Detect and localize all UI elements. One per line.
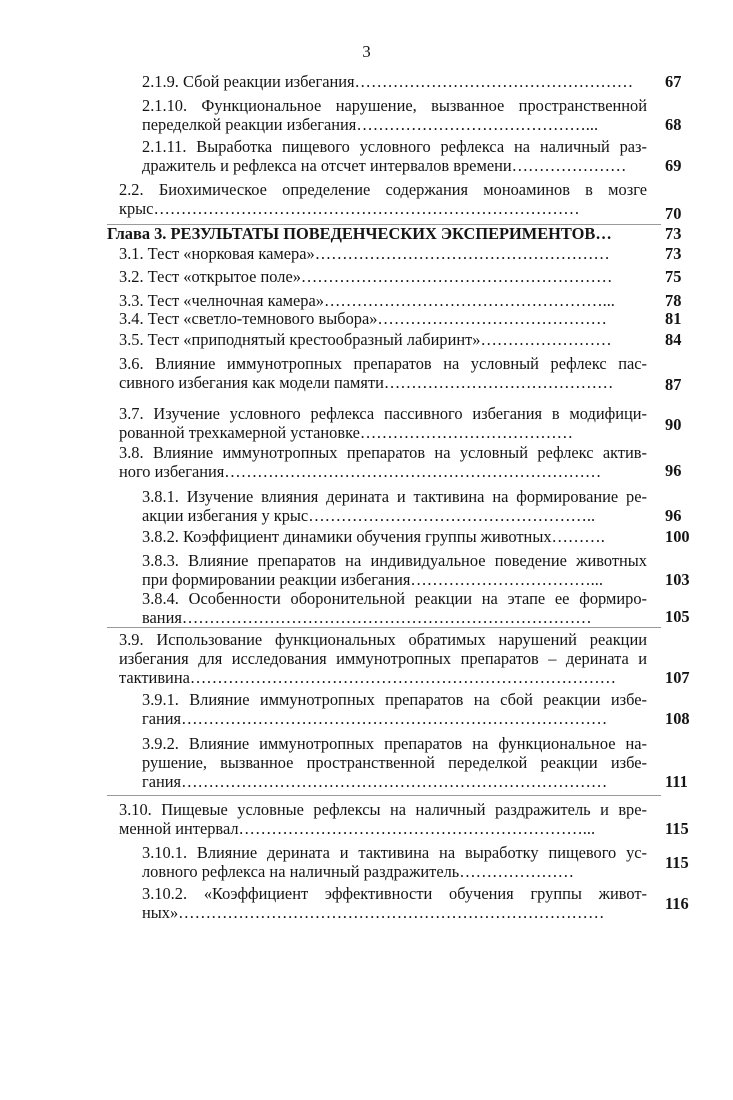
toc-entry-text: дражитель и рефлекса на отсчет интервалов времени………………… [142,156,627,175]
toc-entry [119,630,647,687]
toc-entry-text: переделкой реакции избегания……………………………………... [142,115,599,134]
toc-page-number: 87 [665,375,682,394]
toc-entry-text: тактивина…………………………………………………………………… [119,668,617,687]
toc-entry-text: 3.5. Тест «приподнятый крестообразный лабиринт»…………………… [119,330,612,349]
toc-entry-text: 3.1. Тест «норковая камера»……………………………………………… [119,244,610,263]
toc-entry [119,244,647,263]
toc-entry-text: избегания для исследования иммунотропных препаратов – дерината и [119,649,647,668]
toc-entry-text: Глава 3. РЕЗУЛЬТАТЫ ПОВЕДЕНЧЕСКИХ ЭКСПЕРИМЕНТОВ… [107,224,612,243]
toc-entry-text: крыс…………………………………………………………………… [119,199,580,218]
toc-page-number: 68 [665,115,682,134]
toc-entry [142,96,647,134]
toc-entry-text: ного избегания…………………………………………………………… [119,462,602,481]
toc-entry [142,137,647,175]
toc-entry-text: гания…………………………………………………………………… [142,709,608,728]
toc-entry-text: 3.9.1. Влияние иммунотропных препаратов на сбой реакции избе- [142,690,647,709]
toc-entry [119,330,647,349]
toc-page-number: 100 [665,527,690,546]
toc-page-number: 69 [665,156,682,175]
toc-entry-text: 3.8.1. Изучение влияния дерината и тактивина на формирование ре- [142,487,647,506]
toc-entry [142,734,647,791]
toc-entry-text: 3.7. Изучение условного рефлекса пассивного избегания в модифици- [119,404,647,423]
toc-entry-text: 2.2. Биохимическое определение содержания моноаминов в мозге [119,180,647,199]
toc-page-number: 70 [665,204,682,223]
toc-page-number: 115 [665,853,689,872]
toc-entry [119,354,647,392]
toc-entry [119,291,647,310]
toc-entry-text: вания………………………………………………………………… [142,608,592,627]
toc-entry [142,551,647,589]
toc-entry-text: 3.10.2. «Коэффициент эффективности обучения группы живот- [142,884,647,903]
toc-page-number: 111 [665,772,688,791]
toc-entry [142,884,647,922]
toc-entry-text: 3.4. Тест «светло-темнового выбора»…………………………………… [119,309,607,328]
toc-entry-text: акции избегания у крыс…………………………………………….. [142,506,596,525]
toc-page-number: 78 [665,291,682,310]
toc-entry-text: гания…………………………………………………………………… [142,772,608,791]
toc-page-number: 73 [665,224,682,243]
chapter-heading [107,224,655,243]
toc-entry-text: 3.8.4. Особенности оборонительной реакции на этапе ее формиро- [142,589,647,608]
toc-entry [119,404,647,442]
toc-entry-text: 2.1.10. Функциональное нарушение, вызванное пространственной [142,96,647,115]
toc-entry-text: 3.8.3. Влияние препаратов на индивидуальное поведение животных [142,551,647,570]
toc-entry-text: 3.10.1. Влияние дерината и тактивина на выработку пищевого ус- [142,843,647,862]
toc-page-number: 96 [665,461,682,480]
toc-page-number: 75 [665,267,682,286]
toc-page-number: 105 [665,607,690,626]
toc-page-number: 108 [665,709,690,728]
toc-entry-text: при формировании реакции избегания……………………………... [142,570,603,589]
toc-entry-text: ных»…………………………………………………………………… [142,903,605,922]
divider [107,795,661,796]
toc-entry [119,309,647,328]
toc-entry [142,72,647,91]
toc-entry-text: рушение, вызванное пространственной переделкой реакции избе- [142,753,647,772]
toc-entry [119,267,647,286]
toc-page-number: 116 [665,894,689,913]
divider [107,627,661,628]
toc-entry-text: рованной трехкамерной установке………………………………… [119,423,573,442]
toc-entry [142,487,647,525]
toc-entry [142,589,647,627]
toc-entry-text: 3.10. Пищевые условные рефлексы на наличный раздражитель и вре- [119,800,647,819]
toc-entry [119,800,647,838]
toc-entry-text: 3.3. Тест «челночная камера»……………………………………………... [119,291,615,310]
toc-entry-text: 3.2. Тест «открытое поле»………………………………………………… [119,267,613,286]
toc-entry [142,527,647,546]
toc-entry-text: 2.1.11. Выработка пищевого условного рефлекса на наличный раз- [142,137,647,156]
toc-page-number: 84 [665,330,682,349]
toc-entry-text: 2.1.9. Сбой реакции избегания…………………………………………… [142,72,634,91]
toc-page-number: 96 [665,506,682,525]
toc-page-number: 81 [665,309,682,328]
toc-entry [142,843,647,881]
toc-entry-text: 3.9.2. Влияние иммунотропных препаратов на функциональное на- [142,734,647,753]
toc-entry [119,180,647,218]
toc-page-number: 90 [665,415,682,434]
toc-page-number: 67 [665,72,682,91]
toc-entry-text: сивного избегания как модели памяти…………………………………… [119,373,614,392]
toc-entry-text: 3.8.2. Коэффициент динамики обучения группы животных………. [142,527,605,546]
toc-page-number: 107 [665,668,690,687]
toc-entry-text: ловного рефлекса на наличный раздражитель………………… [142,862,574,881]
toc-entry-text: 3.9. Использование функциональных обратимых нарушений реакции [119,630,647,649]
page-number: 3 [362,42,371,61]
toc-entry [119,443,647,481]
toc-entry-text: 3.8. Влияние иммунотропных препаратов на условный рефлекс актив- [119,443,647,462]
toc-page-number: 115 [665,819,689,838]
toc-entry [142,690,647,728]
toc-page-number: 103 [665,570,690,589]
toc-entry-text: менной интервал………………………………………………………... [119,819,596,838]
toc-entry-text: 3.6. Влияние иммунотропных препаратов на условный рефлекс пас- [119,354,647,373]
toc-page-number: 73 [665,244,682,263]
